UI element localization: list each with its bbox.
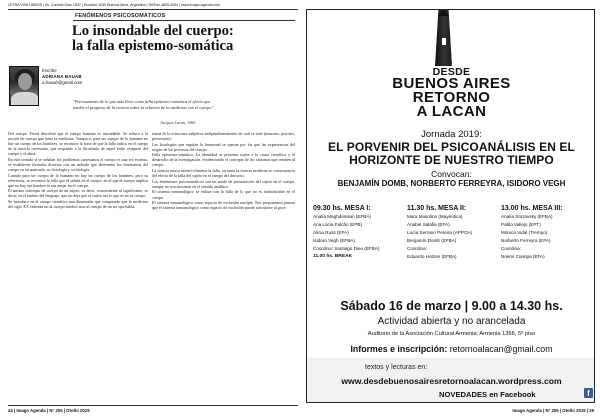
mesa-title: 11.30 hs. MESA II: — [407, 205, 467, 212]
photo-face — [18, 73, 32, 90]
poster-title-line-2: HORIZONTE DE NUESTRO TIEMPO — [349, 153, 554, 167]
mesa-item: Benjamín Domb (EFBA) — [407, 237, 457, 243]
paragraph: Las fisiologías que regulan lo hormonal se operan por los que las experiencias del origen de los procesos del cuerpo. — [152, 141, 295, 152]
speakers-list: BENJAMÍN DOMB, NORBERTO FERREYRA, ISIDORO VEGH — [337, 179, 566, 188]
mesa-item: Analía Meghdessian (EFBA) — [313, 214, 371, 219]
logo-line-2: BUENOS AIRES — [392, 75, 511, 92]
paragraph: Se introduce en el campo científico una dimensión que comprende que la medicina del siglo XX enfrenta no al cuerpo médico sino al cuerpo de un ser que habla. — [8, 198, 148, 210]
mesa-title: 09.30 hs. MESA I: — [313, 205, 371, 212]
facebook-news[interactable]: NOVEDADES en Facebook — [439, 390, 536, 399]
obelisk-window — [442, 38, 446, 45]
article-column-1 — [8, 131, 148, 401]
event-date: Sábado 16 de marzo | 9.00 a 14.30 hs. — [340, 299, 563, 313]
event-poster — [306, 9, 595, 403]
logo-line-3: RETORNO — [412, 89, 491, 106]
mesa-item: Anabel Salafia (EFA) — [407, 221, 450, 227]
author-photo — [9, 66, 39, 106]
mesa-item: Pablo Vallejo (EPT) — [501, 221, 541, 227]
mesa-title: 13.00 hs. MESA III: — [501, 205, 563, 212]
mesa-item: Coordina: Santiago Dieu (EFBA) — [313, 245, 380, 251]
byline-role: Escribe — [42, 68, 57, 73]
mesa-item: Analía Stozovsky (EFBA) — [501, 214, 553, 219]
paragraph: Los fenómenos psicosomáticos son un modo de presentación del sujeto en el cuerpo, aunque no son síntomas en el sentido analítico. — [152, 178, 295, 189]
headline-line-2: la falla epistemo-somática — [72, 38, 234, 54]
jornada-heading: Jornada 2019: — [421, 129, 482, 140]
section-label: FENÓMENOS PSICOSOMÁTICOS — [75, 13, 166, 19]
mesa-1 — [313, 204, 405, 260]
paragraph: En este sentido si se señalan los problemas cartesianos el cuerpo es una res extensa, se establecen fórmulas diversas con un método que determina los fenómenos del cuerpo en su anatomía, su fisiología y su biología. — [8, 156, 148, 172]
photo-body — [11, 92, 39, 106]
mesa-item: Noemí Ciampa (EFA) — [501, 253, 545, 259]
info-line — [307, 344, 595, 354]
headline-line-1: Lo insondable del cuerpo: — [72, 23, 234, 39]
info-email[interactable]: retornoalacan@gmail.com — [449, 344, 553, 354]
entry-note: Actividad abierta y no arancelada — [377, 316, 526, 327]
footer-rule — [8, 405, 298, 406]
article-column-2 — [152, 131, 295, 401]
epigraph-source: Jacques Lacan, 1966 — [160, 120, 196, 125]
epigraph-quote: "Precisamente de lo que más lleve como falla epistemo-somática el efecto que tendrá el progreso de la ciencia sobre la relación de la medicina con el cuerpo". — [73, 99, 215, 110]
byline — [42, 68, 82, 86]
mesa-item: Lucía Serrano Pereira (APPOA) — [407, 229, 473, 235]
paragraph: Falla epistemo-somática. La identidad se presenta sujeta a la causa científica y al desarrollo de la investigación, evidenciando el concepto de los síntomas que remiten al cuerpo. — [152, 152, 295, 168]
logo-line-4: A LACAN — [416, 103, 487, 120]
poster-title-line-1: EL PORVENIR DEL PSICOANÁLISIS EN EL — [328, 140, 575, 154]
masthead-rule — [8, 9, 298, 10]
page-footer-right: Imago Agenda | N° 205 | Otoño 2019 | 25 — [512, 408, 594, 413]
article-headline — [72, 24, 294, 54]
masthead: LETRA VIVA LIBROS | Av. Coronel Díaz 1837 | Ecuador 1030 Buenos Aires, Argentina | Tel/Fax 4825-4054 | www.imago-agenda.com — [8, 3, 221, 7]
page-footer-left: 24 | Imago Agenda | N° 205 | Otoño 2019 — [8, 408, 90, 413]
mesa-item: Coordina: — [407, 245, 427, 251]
mesa-item: Ana Lúcia Falcão (EPB) — [313, 221, 363, 227]
mesa-item: Isidoro Vegh (EFBA) — [313, 237, 355, 243]
section-rule — [73, 20, 295, 21]
facebook-icon[interactable]: f — [584, 388, 593, 398]
venue: Auditorio de la Asociación Cultural Armenia: Armenia 1366, 5º piso — [367, 331, 536, 337]
paragraph: Cuando para ser cuerpo de lo humano no hay un cuerpo de los hombres, pero su referencia, se reconoce la falla que él señala en el cuerpo, en el que el cuerpo implica que no hay ese hombre ni esa mujer en el cuerpo. — [8, 172, 148, 188]
paragraph: trama de la estructura subjetiva independientemente de cuál se trate (neurosis, psicosis, perversión). — [152, 131, 295, 142]
author-name: ADRIANA BAUAB — [42, 74, 82, 79]
paragraph: La ciencia nunca intentó eliminar la falla, en tanto la ciencia moderna es consecuencia del efecto de la falla del sujeto en el campo del discurso. — [152, 168, 295, 179]
paragraph: El mismo concepto de cuerpo de un sujeto, es decir, concerniente al significante, es decir, en el ámbito del lenguaje, que no deja que el sujeto sea lo que es en su cuerpo. — [8, 188, 148, 199]
mesa-item: Coordina: — [501, 245, 521, 251]
paragraph: El sistema inmunológico como espacio de exclusión mutiple. Nos proponemos pensar que el sistema inmunológico como espacio de exclusión puede articularse al goce. — [152, 200, 295, 211]
convocan-label: Convocan: — [431, 169, 472, 179]
website-link[interactable]: www.desdebuenosairesretornoalacan.wordpress.com — [341, 376, 562, 386]
paragraph: Del cuerpo. Freud describió que el cuerpo humano es insondable. Se reduce a la noción de cuerpo que tiene la medicina. Tampoco, para ser cuerpo de lo humano no hay un cuerpo de los hombres, se reconoce la frase de que la falla radica en el cuerpo de la mezcla cartesiana, que responde a la dicotomía de aquel entre ocuparse del cuerpo y el alma. — [8, 131, 148, 157]
info-label: Informes e inscripción: — [350, 344, 448, 354]
mesa-item: Alicia Russ (EFA) — [313, 229, 349, 235]
mesa-2 — [407, 204, 499, 260]
paragraph: El sistema inmunológico se enlaza con la falla de lo que no es simbolizable en el cuerpo. — [152, 189, 295, 200]
mesa-item: Eduardo Hotzen (EFBA) — [407, 253, 457, 259]
read-at-label: textos y lecturas en: — [365, 364, 428, 371]
mesa-3 — [501, 204, 593, 260]
mesa-item: Mónica Vidal (Trempo) — [501, 229, 548, 235]
logo-line-1: DESDE — [432, 66, 471, 78]
mesa-item: Mara Musolino (Mayéutica) — [407, 214, 463, 219]
mesa-item: Norberto Ferreyra (EFA) — [501, 237, 551, 243]
author-email[interactable]: a.bauab@gmail.com — [42, 80, 83, 85]
break-item: 11.00 hs. BREAK — [313, 253, 353, 259]
